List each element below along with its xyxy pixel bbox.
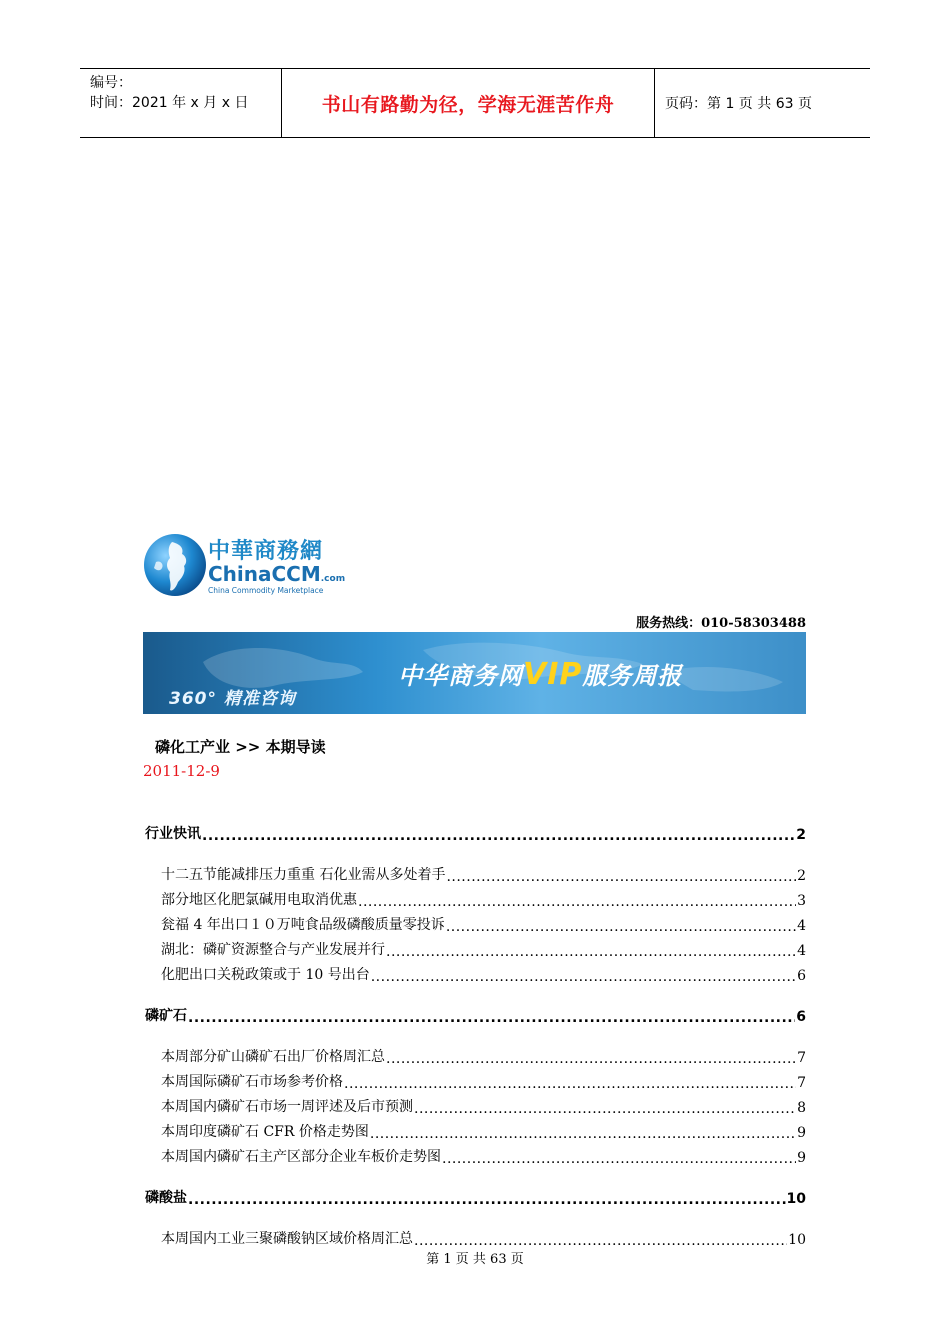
toc-leader-dots bbox=[371, 970, 796, 984]
toc-item[interactable] bbox=[145, 909, 806, 934]
toc-item-title: 本周国内磷矿石主产区部分企业车板价走势图 bbox=[161, 1146, 442, 1166]
toc-item-page: 3 bbox=[797, 893, 806, 909]
toc-item[interactable] bbox=[145, 1000, 806, 1025]
number-label: 编号： bbox=[90, 75, 132, 91]
banner-slogan: 360° 精准咨询 bbox=[169, 689, 296, 709]
toc-item-page: 9 bbox=[797, 1125, 806, 1141]
chinaccm-logo bbox=[142, 530, 352, 606]
vip-banner bbox=[143, 632, 806, 714]
toc-item[interactable] bbox=[145, 1182, 806, 1207]
time-label: 时间：2021 年 x 月 x 日 bbox=[90, 95, 249, 111]
toc-leader-dots bbox=[358, 895, 796, 909]
toc-item-page: 9 bbox=[797, 1150, 806, 1166]
toc-item-page: 4 bbox=[797, 943, 806, 959]
toc-item-page: 2 bbox=[796, 827, 806, 843]
header-meta bbox=[80, 69, 282, 137]
toc-item[interactable] bbox=[145, 859, 806, 884]
toc-item-page: 4 bbox=[797, 918, 806, 934]
toc-item-page: 2 bbox=[797, 868, 806, 884]
toc-item-page: 10 bbox=[788, 1232, 806, 1248]
toc-item[interactable] bbox=[145, 1066, 806, 1091]
toc-leader-dots bbox=[414, 1234, 787, 1248]
toc-item[interactable] bbox=[145, 959, 806, 984]
toc-leader-dots bbox=[442, 1152, 796, 1166]
toc-item[interactable] bbox=[145, 884, 806, 909]
page-footer: 第 1 页 共 63 页 bbox=[426, 1252, 524, 1267]
toc-leader-dots bbox=[202, 829, 795, 843]
toc-item[interactable] bbox=[145, 1116, 806, 1141]
toc-item-title: 本周国际磷矿石市场参考价格 bbox=[161, 1071, 344, 1091]
service-hotline: 服务热线：010-58303488 bbox=[636, 616, 806, 631]
toc-leader-dots bbox=[386, 945, 796, 959]
logo-tagline: China Commodity Marketplace bbox=[208, 586, 324, 595]
banner-title: 中华商务网VIP服务周报 bbox=[398, 657, 683, 692]
toc-item-page: 10 bbox=[786, 1191, 806, 1207]
toc-item[interactable] bbox=[145, 818, 806, 843]
toc-item[interactable] bbox=[145, 934, 806, 959]
guide-title: 磷化工产业 >> 本期导读 bbox=[155, 738, 326, 756]
toc-item-page: 6 bbox=[797, 968, 806, 984]
toc-leader-dots bbox=[344, 1077, 796, 1091]
globe-icon bbox=[142, 532, 208, 598]
toc-item-page: 7 bbox=[797, 1075, 806, 1091]
logo-en-name: ChinaCCM.com bbox=[208, 562, 346, 586]
toc-item[interactable] bbox=[145, 1041, 806, 1066]
toc-item-page: 6 bbox=[796, 1009, 806, 1025]
toc-item-title: 湖北：磷矿资源整合与产业发展并行 bbox=[161, 939, 386, 959]
document-header bbox=[80, 68, 870, 138]
toc-item-title: 本周部分矿山磷矿石出厂价格周汇总 bbox=[161, 1046, 386, 1066]
toc-item[interactable] bbox=[145, 1091, 806, 1116]
toc-leader-dots bbox=[446, 920, 796, 934]
toc-item-title: 本周印度磷矿石 CFR 价格走势图 bbox=[161, 1121, 370, 1141]
toc-leader-dots bbox=[370, 1127, 796, 1141]
toc-leader-dots bbox=[446, 870, 796, 884]
report-date: 2011-12-9 bbox=[143, 762, 220, 780]
toc-item-title: 本周国内工业三聚磷酸钠区域价格周汇总 bbox=[161, 1228, 414, 1248]
toc-leader-dots bbox=[386, 1052, 796, 1066]
toc-item-page: 8 bbox=[797, 1100, 806, 1116]
toc-item[interactable] bbox=[145, 1141, 806, 1166]
toc-item-title: 本周国内磷矿石市场一周评述及后市预测 bbox=[161, 1096, 414, 1116]
toc-leader-dots bbox=[188, 1011, 795, 1025]
toc-item-title: 行业快讯 bbox=[145, 823, 202, 843]
toc-item-title: 磷矿石 bbox=[145, 1005, 188, 1025]
toc-item-title: 瓮福 4 年出口１０万吨食品级磷酸质量零投诉 bbox=[161, 914, 446, 934]
toc-item-title: 部分地区化肥氯碱用电取消优惠 bbox=[161, 889, 358, 909]
header-motto: 书山有路勤为径，学海无涯苦作舟 bbox=[282, 69, 655, 137]
toc-item-title: 磷酸盐 bbox=[145, 1187, 188, 1207]
toc-item-page: 7 bbox=[797, 1050, 806, 1066]
toc-leader-dots bbox=[188, 1193, 786, 1207]
header-page-info: 页码：第 1 页 共 63 页 bbox=[665, 96, 812, 112]
toc-item[interactable] bbox=[145, 1223, 806, 1248]
logo-cn-name: 中華商務網 bbox=[208, 539, 324, 564]
toc-item-title: 化肥出口关税政策或于 10 号出台 bbox=[161, 964, 371, 984]
toc-leader-dots bbox=[414, 1102, 796, 1116]
toc-item-title: 十二五节能减排压力重重 石化业需从多处着手 bbox=[161, 864, 446, 884]
table-of-contents bbox=[145, 818, 806, 1248]
